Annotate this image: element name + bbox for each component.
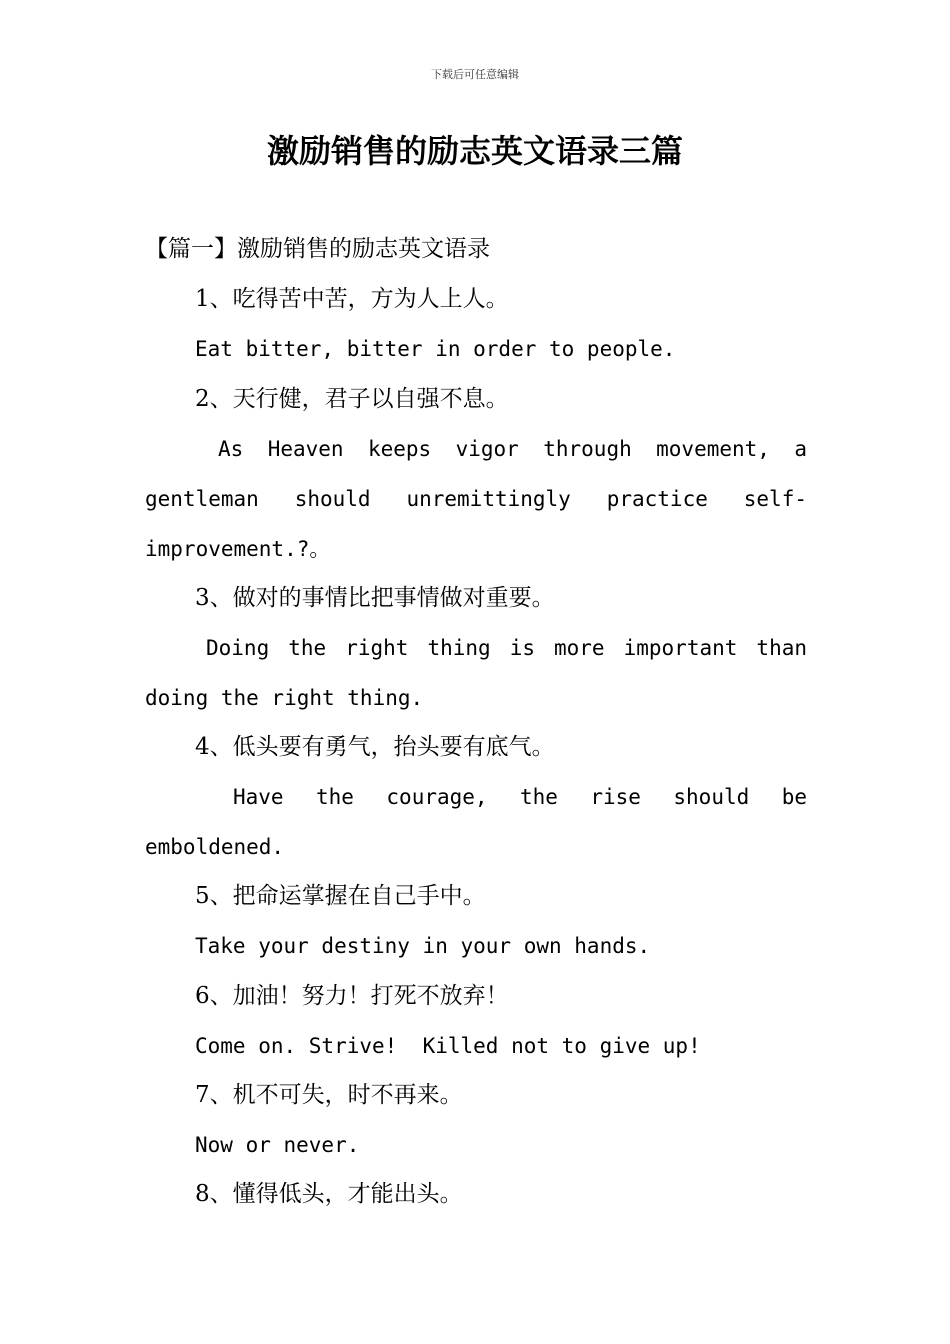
header-note: 下载后可任意编辑 <box>431 68 519 81</box>
quote-en: Now or never. <box>195 1133 360 1157</box>
quote-cn: 5、把命运掌握在自己手中。 <box>195 883 486 909</box>
section-heading: 【篇一】激励销售的励志英文语录 <box>145 236 490 262</box>
quote-en: Eat bitter, bitter in order to people. <box>195 337 676 361</box>
quote-en: Come on. Strive! Killed not to give up! <box>195 1034 701 1058</box>
quote-cn: 1、吃得苦中苦，方为人上人。 <box>195 286 509 312</box>
quote-en: gentleman should unremittingly practice self- <box>145 487 807 511</box>
quote-en: As Heaven keeps vigor through movement, a <box>218 437 807 461</box>
quote-en: emboldened. <box>145 835 285 859</box>
quote-cn: 7、机不可失，时不再来。 <box>195 1082 463 1108</box>
quote-en: Doing the right thing is more important than <box>206 636 807 660</box>
quote-cn: 6、加油！努力！打死不放弃！ <box>195 983 509 1009</box>
quote-cn: 4、低头要有勇气，抬头要有底气。 <box>195 734 555 760</box>
quote-en: Have the courage, the rise should be <box>233 785 807 809</box>
document-title: 激励销售的励志英文语录三篇 <box>266 132 683 170</box>
quote-cn: 2、天行健，君子以自强不息。 <box>195 386 509 412</box>
quote-en: doing the right thing. <box>145 686 424 710</box>
quote-cn: 8、懂得低头，才能出头。 <box>195 1181 463 1207</box>
quote-en: improvement.?。 <box>145 537 331 561</box>
quote-cn: 3、做对的事情比把事情做对重要。 <box>195 585 555 611</box>
quote-en: Take your destiny in your own hands. <box>195 934 651 958</box>
